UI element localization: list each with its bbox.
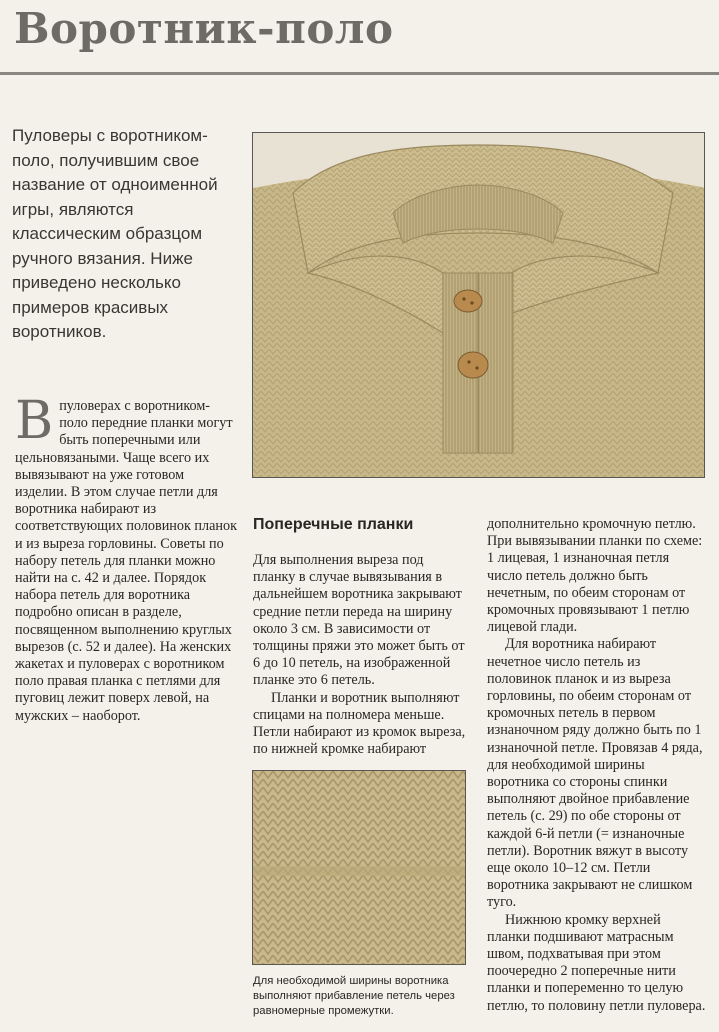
knit-detail-photo (252, 770, 466, 965)
paragraph-3: дополнительно кромочную петлю. При вывязывании планки по схеме: 1 лицевая, 1 изнаночная петля число петель должно быть нечетным, по обеим сторонам от кромочных провязывают 1 петлю лицевой глади. (487, 516, 703, 636)
column-1-text: пуловерах с воротником-поло передние планки могут быть поперечными или цельновязаными. Чаще всего их вывязывают на уже готовом изделии. В этом случае петли для воротника набирают из соответствующих половинок планок и из выреза горловины. Советы по набору петель для планки можно найти на с. 42 и далее. Порядок набора петель для воротника подробно описан в разделе, посвященном выполнению круглых вырезов (с. 52 и далее). На женских жакетах и пуловерах с воротником поло правая планка с петлями для пуговиц лежит поверх левой, на мужских – наоборот. (15, 398, 237, 724)
intro-text: Пуловеры с воротником-поло, получившим свое название от одноименной игры, являются классическим образцом ручного вязания. Ниже приведено несколько примеров красивых воротников. (12, 126, 218, 341)
paragraph-1: Для выполнения выреза под планку в случае вывязывания в дальнейшем воротника закрывают средние петли переда на ширину около 3 см. В зависимости от толщины пряжи это может быть от 6 до 10 петель, на изображенной планке это 6 петель. (253, 552, 465, 689)
title-rule (0, 72, 719, 75)
button-bottom (458, 352, 488, 378)
column-2 (253, 552, 468, 758)
photo-caption: Для необходимой ширины воротника выполняют прибавление петель через равномерные промежутки. (253, 975, 455, 1017)
section-heading: Поперечные планки (253, 516, 414, 533)
paragraph-2: Планки и воротник выполняют спицами на полномера меньше. Петли набирают из кромок выреза, по нижней кромке набирают (253, 689, 466, 758)
column-1 (15, 391, 237, 725)
paragraph-4: Для воротника набирают нечетное число петель из половинок планок и из выреза горловины, по обеим сторонам от кромочных петель в первом изнаночном ряду должно быть по 1 изнаночной петле. Провязав 4 ряда, для необходимой ширины воротника со стороны спинки выполняют двойное прибавление петель (с. 29) по обе стороны от каждой 6-й петли (= изнаночные петли). Воротник вяжут в высоту еще около 10–12 см. Петли воротника закрывают не слишком туго. (487, 636, 703, 911)
paragraph-5: Нижнюю кромку верхней планки подшивают матрасным швом, подхватывая при этом поочередно 2 поперечные нити планки и попеременно то целую петлю, то половину петли пуловера. (487, 911, 706, 1014)
sweater-collar-illustration (253, 133, 705, 478)
sweater-collar-photo (252, 132, 705, 478)
page-title: Воротник-поло (14, 4, 394, 53)
column-3 (487, 516, 707, 1015)
knit-detail-illustration (253, 771, 466, 965)
drop-cap: В (15, 391, 54, 451)
button-top (454, 290, 482, 312)
